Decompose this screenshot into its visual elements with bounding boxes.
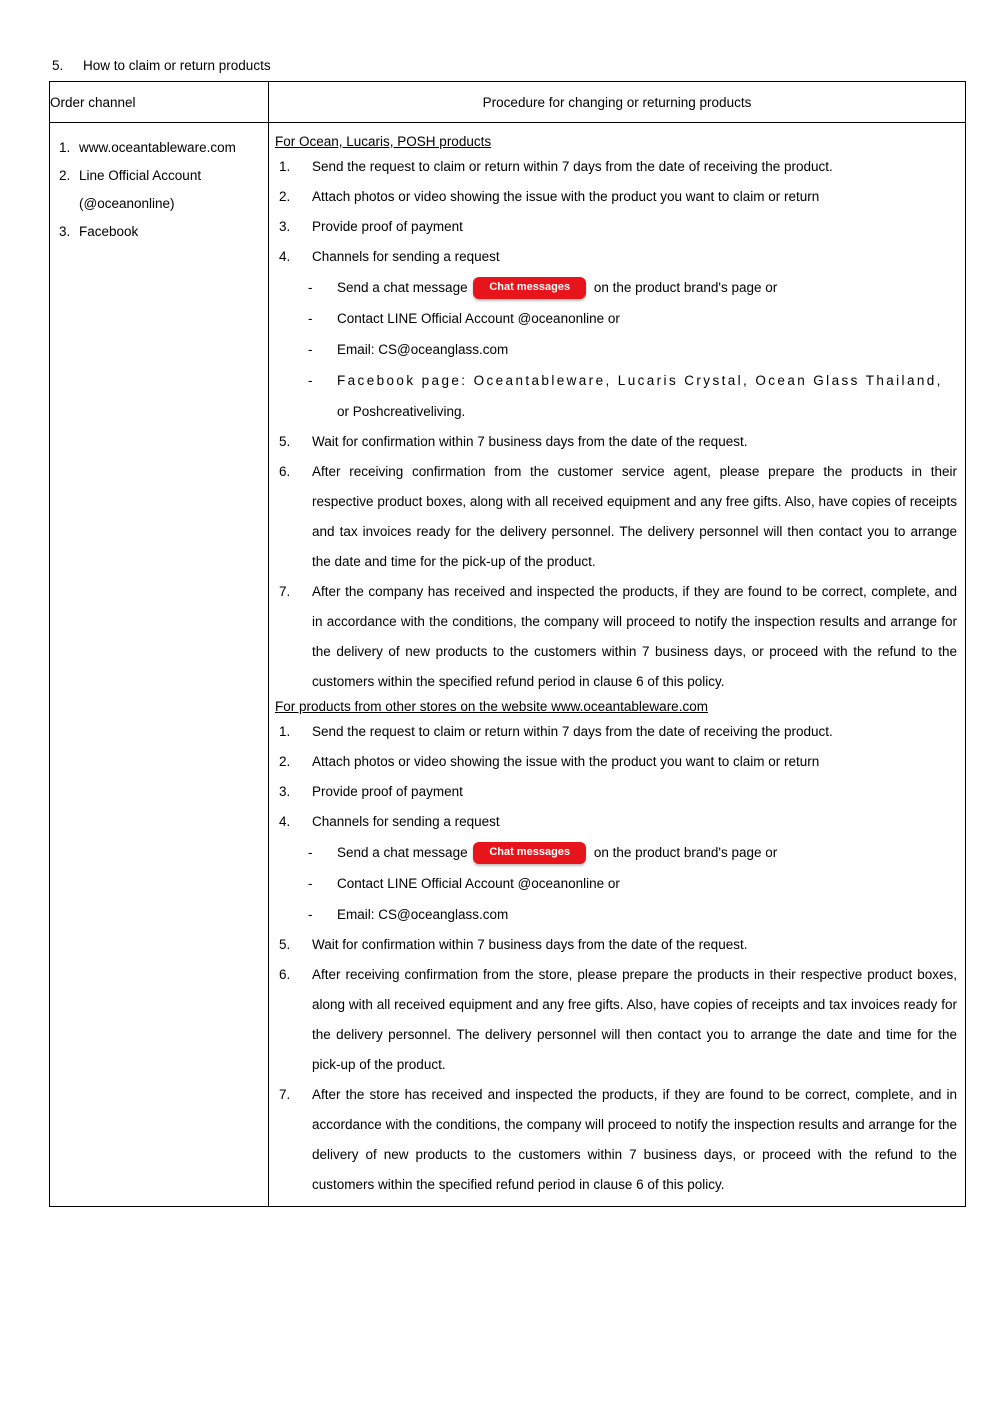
step-item [275,152,959,182]
step-number: 3. [279,219,291,234]
sub-item-continued [275,396,959,427]
order-channel-header: Order channel [50,82,269,123]
section2-title: For products from other stores on the website www.oceantableware.com [275,699,708,714]
sub-dash: - [308,373,313,388]
step-text: After receiving confirmation from the customer service agent, please prepare the products in their respective product boxes, along with all received equipment and any free gifts. Also, have copies of receipts and tax invoices ready for the delivery personnel. The delivery personnel will then contact you to arrange the date and time for the pick-up of the product. [312,464,957,569]
channel-number: 2. [59,168,71,183]
step-item [275,242,959,272]
sub-item [275,272,959,303]
step-item [275,457,959,577]
step-number: 6. [279,464,291,479]
sub-dash: - [308,342,313,357]
sub-dash: - [308,280,313,295]
step-text: Send the request to claim or return within 7 days from the date of receiving the product. [312,159,833,174]
channel-text: (@oceanonline) [79,196,175,211]
step-item [275,960,959,1080]
step-number: 6. [279,967,291,982]
channel-item [59,134,268,162]
order-channel-cell [50,123,269,1207]
step-number: 7. [279,584,291,599]
step-text: After the store has received and inspected the products, if they are found to be correct, complete, and in accordance with the conditions, the company will proceed to notify the inspection results and arrange for the delivery of new products to the customers within 7 business days, or proceed with the refund to the customers within the specified refund period in clause 6 of this policy. [312,1087,957,1192]
sub-dash: - [308,311,313,326]
sub-dash: - [308,845,313,860]
sub-text: Send a chat message [337,845,468,860]
step-item [275,717,959,747]
step-item [275,577,959,697]
step-number: 5. [279,434,291,449]
sub-text: Email: CS@oceanglass.com [337,342,509,357]
channel-text: Facebook [79,224,139,239]
step-text: Provide proof of payment [312,784,463,799]
sub-text: Contact LINE Official Account @oceanonline or [337,876,620,891]
sub-text: Email: CS@oceanglass.com [337,907,509,922]
channel-list [50,123,268,246]
step-item [275,427,959,457]
step-text: Send the request to claim or return within 7 days from the date of receiving the product. [312,724,833,739]
channel-text: Line Official Account [79,168,202,183]
sub-dash: - [308,907,313,922]
chat-messages-button[interactable]: Chat messages [473,277,586,299]
chat-messages-button[interactable]: Chat messages [473,842,586,864]
procedure-cell [269,123,966,1207]
sub-dash: - [308,876,313,891]
step-number: 2. [279,754,291,769]
channel-number: 1. [59,140,71,155]
step-number: 1. [279,724,291,739]
channel-item [59,218,268,246]
sub-text: on the product brand's page or [593,845,778,860]
step-item [275,1080,959,1200]
channel-number: 3. [59,224,71,239]
sub-item [275,868,959,899]
policy-table [49,81,966,1207]
step-item [275,212,959,242]
step-text: After the company has received and inspected the products, if they are found to be correct, complete, and in accordance with the conditions, the company will proceed to notify the inspection results and arrange for the delivery of new products to the customers within 7 business days, or proceed with the refund to the customers within the specified refund period in clause 6 of this policy. [312,584,957,689]
step-text: Provide proof of payment [312,219,463,234]
step-item [275,930,959,960]
sub-item [275,837,959,868]
step-text: Wait for confirmation within 7 business days from the date of the request. [312,434,748,449]
step-item [275,182,959,212]
procedure-header: Procedure for changing or returning products [269,82,966,123]
sub-text: or Poshcreativeliving. [337,404,466,419]
section1-title: For Ocean, Lucaris, POSH products [275,134,492,149]
sub-item [275,334,959,365]
channel-item [59,162,268,190]
step-item [275,807,959,837]
step-text: Attach photos or video showing the issue with the product you want to claim or return [312,189,820,204]
sub-text: Send a chat message [337,280,468,295]
sub-item [275,303,959,334]
sub-text: Contact LINE Official Account @oceanonline or [337,311,620,326]
step-number: 3. [279,784,291,799]
sub-item [275,899,959,930]
section-heading [52,58,271,73]
sub-text: Facebook page: Oceantableware, Lucaris Crystal, Ocean Glass Thailand, [337,373,943,388]
step-item [275,747,959,777]
channel-number [59,190,79,218]
step-text: Attach photos or video showing the issue with the product you want to claim or return [312,754,820,769]
step-item [275,777,959,807]
step-text: Channels for sending a request [312,249,500,264]
heading-text: How to claim or return products [83,58,271,73]
procedure-content [269,123,965,1206]
step-number: 4. [279,249,291,264]
step-text: After receiving confirmation from the store, please prepare the products in their respective product boxes, along with all received equipment and any free gifts. Also, have copies of receipts and tax invoices ready for the delivery personnel. The delivery personnel will then contact you to arrange the date and time for the pick-up of the product. [312,967,957,1072]
step-number: 1. [279,159,291,174]
sub-item [275,365,959,396]
step-number: 5. [279,937,291,952]
step-number: 7. [279,1087,291,1102]
channel-item [59,190,268,218]
table-header-row [50,82,966,123]
step-text: Channels for sending a request [312,814,500,829]
sub-text: on the product brand's page or [593,280,778,295]
heading-number: 5. [52,58,64,73]
channel-text: www.oceantableware.com [79,140,236,155]
step-number: 2. [279,189,291,204]
step-number: 4. [279,814,291,829]
step-text: Wait for confirmation within 7 business days from the date of the request. [312,937,748,952]
table-body-row [50,123,966,1207]
